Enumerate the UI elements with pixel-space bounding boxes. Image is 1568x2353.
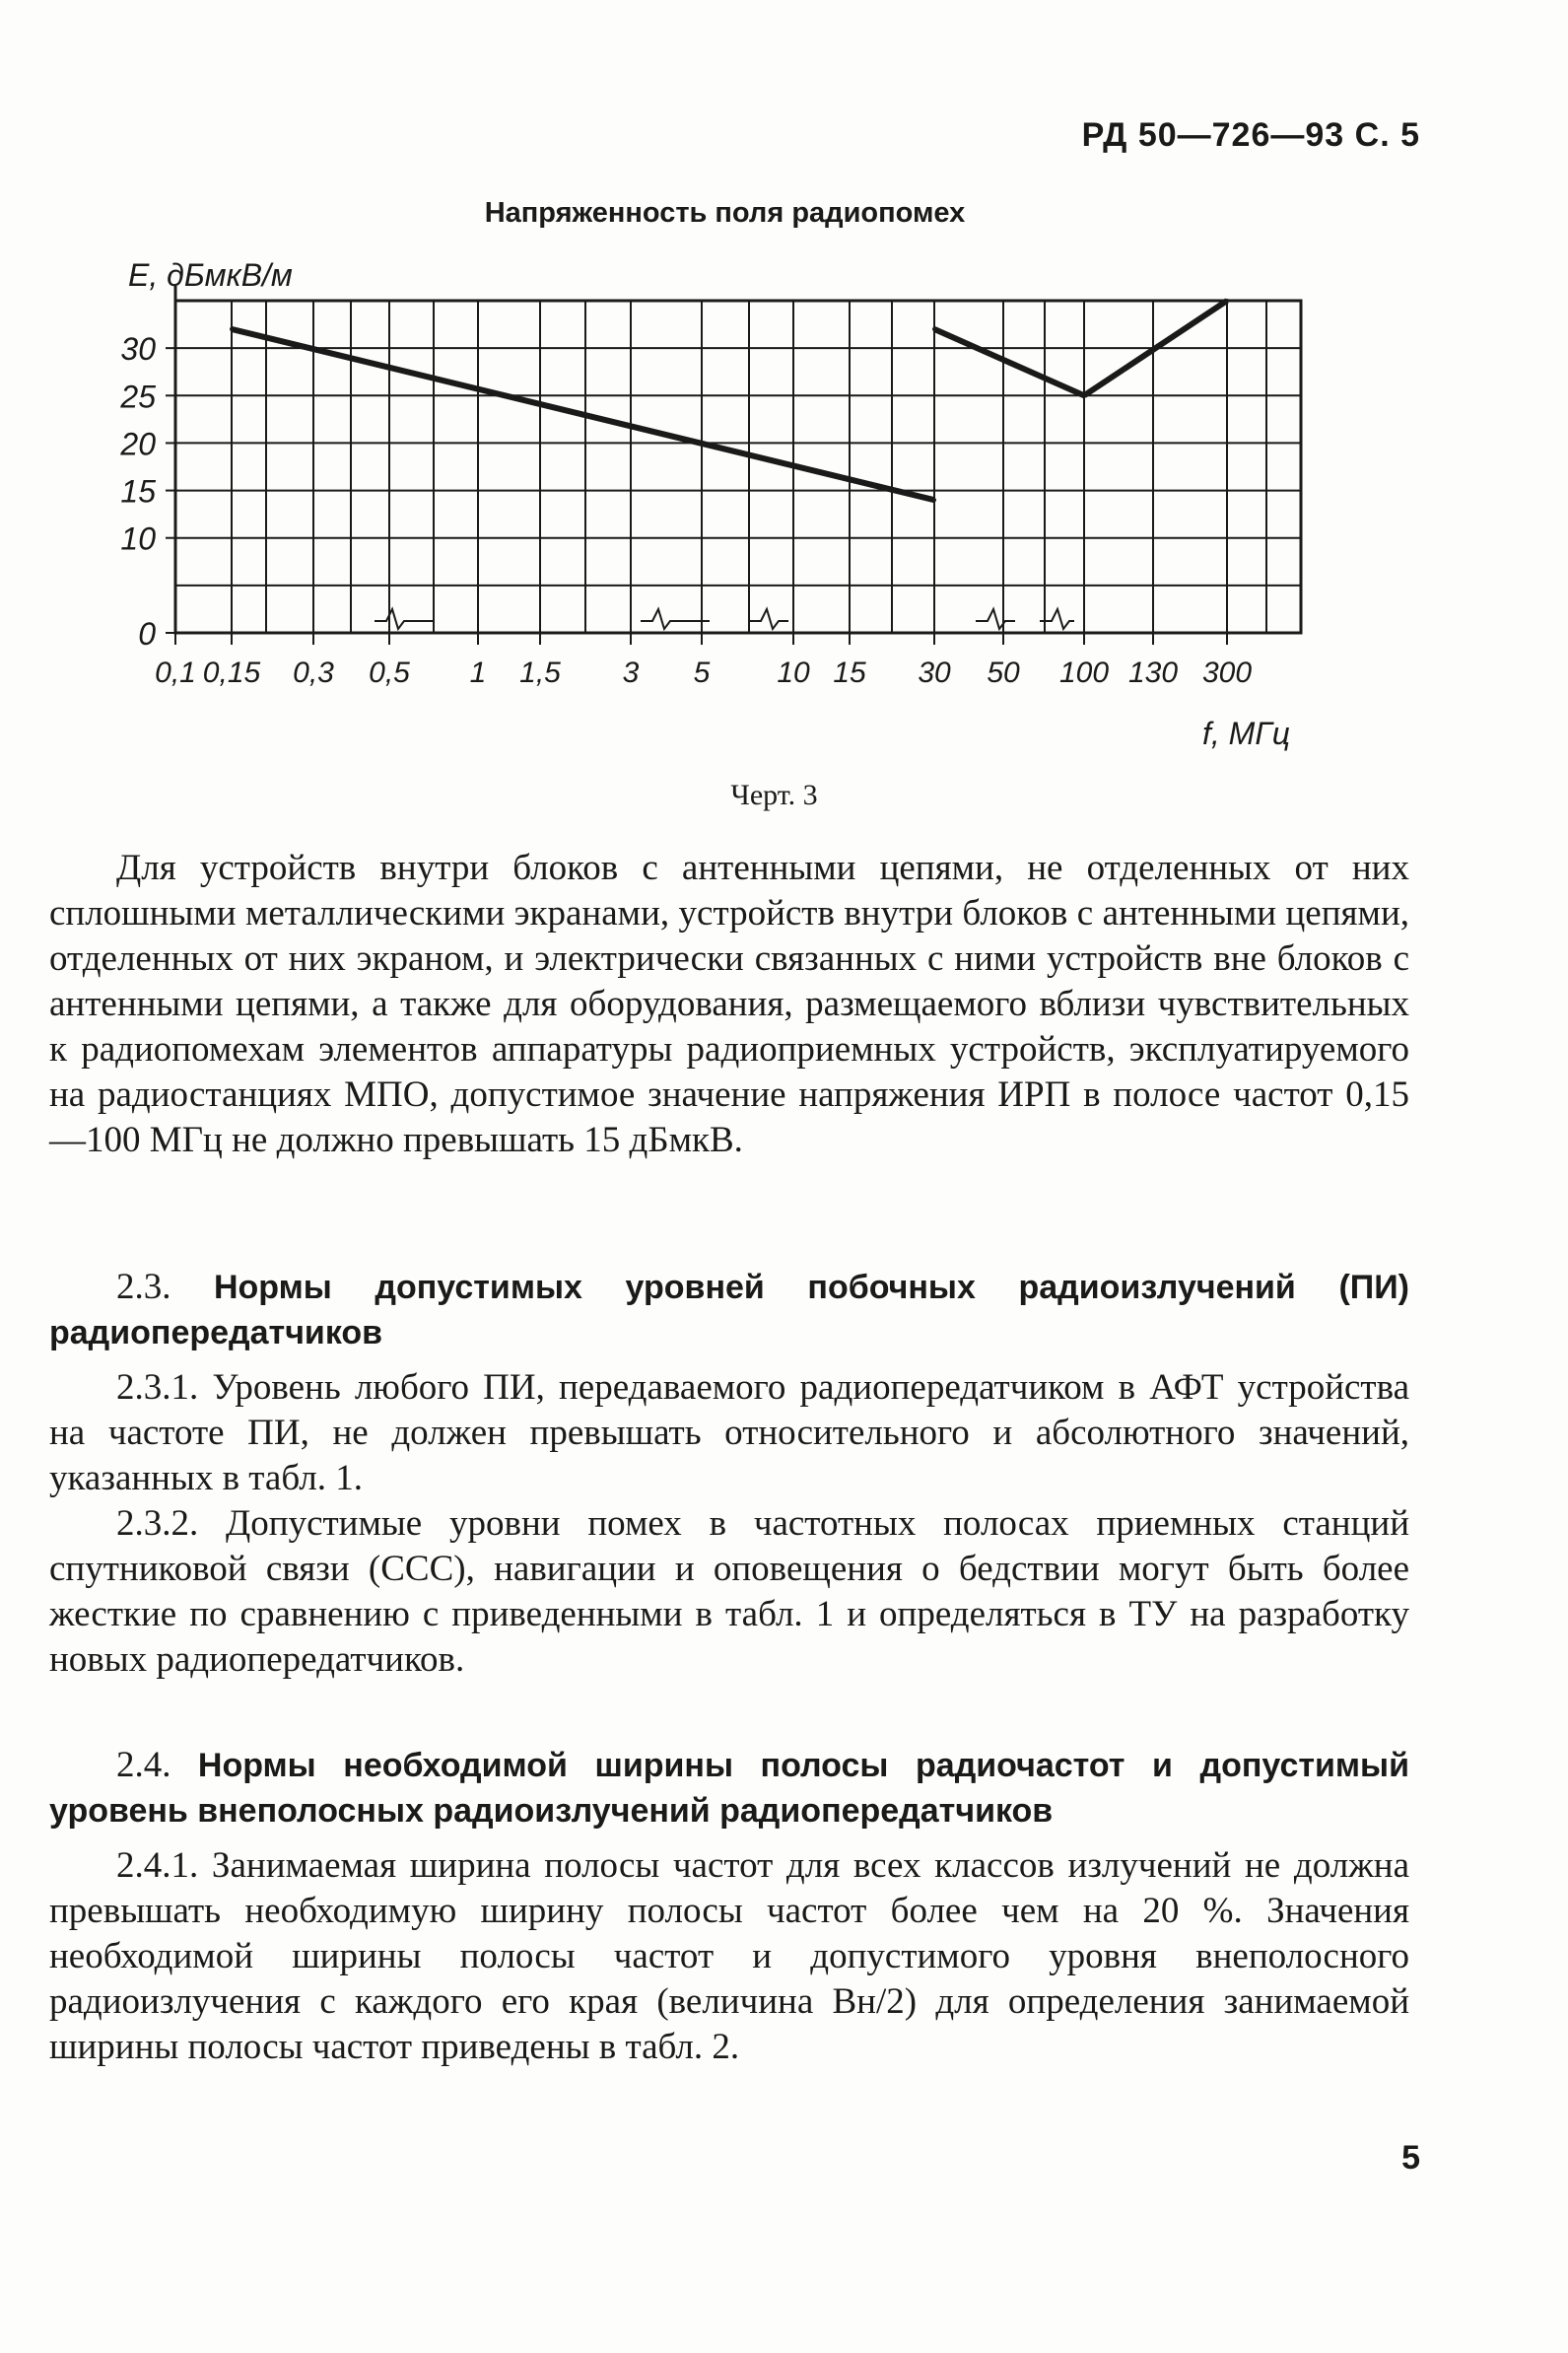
y-tick-label: 15	[120, 473, 156, 510]
x-tick-label: 50	[987, 657, 1020, 689]
x-tick-label: 1	[469, 657, 487, 689]
x-tick-label: 10	[777, 657, 810, 689]
series-point	[932, 327, 936, 331]
y-axis-label: E, дБмкВ/м	[128, 257, 293, 293]
x-tick-label: 3	[622, 657, 640, 689]
series-point	[1082, 393, 1086, 397]
y-tick-label: 20	[120, 426, 156, 462]
chart-caption	[0, 779, 1568, 812]
heading-2-3-text: Нормы допустимых уровней побочных радиоизлучений (ПИ) радиопередатчиков	[49, 1269, 1409, 1351]
body-text-top	[49, 846, 1409, 1163]
heading-2-4-text: Нормы необходимой ширины полосы радиочастот и допустимый уровень внеполосных радиоизлучений радиопередатчиков	[49, 1747, 1409, 1830]
series-point	[230, 327, 234, 331]
series-line	[232, 329, 934, 500]
x-tick-label: 0,15	[202, 657, 261, 689]
x-tick-label: 5	[693, 657, 711, 689]
x-tick-label: 0,3	[293, 657, 334, 689]
axis-break	[375, 609, 434, 629]
x-tick-label: 0,5	[369, 657, 410, 689]
section-2-4	[49, 1743, 1409, 2070]
heading-2-3-number: 2.3.	[116, 1267, 171, 1307]
x-tick-label: 1,5	[519, 657, 561, 689]
field-strength-chart	[0, 0, 1568, 769]
x-tick-label: 130	[1127, 657, 1179, 689]
x-tick-label: 15	[833, 657, 866, 689]
paragraph-2-4-1: 2.4.1. Занимаемая ширина полосы частот для всех классов излучений не должна превышать необходимую ширину полосы частот более чем на 20 %. Значения необходимой ширины полосы частот и допустимого уровня внеполосного радиоизлучения с каждого его края (величина Вн/2) для определения занимаемой ширины полосы частот приведены в табл. 2.	[49, 1845, 1409, 2067]
chart-grid	[175, 286, 1301, 633]
y-tick-label: 10	[120, 520, 156, 557]
x-tick-label: 100	[1058, 657, 1110, 689]
page-number: 5	[1401, 2139, 1420, 2177]
chart-series	[230, 299, 1229, 502]
heading-2-3	[49, 1265, 1409, 1355]
plot-frame	[175, 301, 1301, 633]
y-tick-label: 25	[120, 379, 156, 415]
x-tick-label: 30	[918, 657, 951, 689]
series-line	[934, 329, 1084, 395]
document-header: РД 50—726—93 С. 5	[1081, 116, 1420, 154]
axis-break	[641, 609, 710, 629]
series-point	[932, 498, 936, 502]
paragraph-1: Для устройств внутри блоков с антенными цепями, не отделенных от них сплошными металлическими экранами, устройств внутри блоков с антенными цепями, отделенных от них экраном, и электрически связанных с ними устройств вне блоков с антенными цепями, а также для оборудования, размещаемого вблизи чувствительных к радиопомехам элементов аппаратуры радиоприемных устройств, эксплуатируемого на радиостанциях МПО, допустимое значение напряжения ИРП в полосе частот 0,15—100 МГц не должно превышать 15 дБмкВ.	[49, 848, 1409, 1160]
axis-break	[976, 609, 1015, 629]
x-axis-label: f, МГц	[1202, 716, 1291, 751]
heading-2-4-number: 2.4.	[116, 1745, 171, 1785]
x-tick-label: 0,1	[155, 657, 196, 689]
section-2-3	[49, 1265, 1409, 1683]
series-point	[1225, 299, 1229, 303]
chart-caption-text: Черт. 3	[730, 779, 818, 811]
chart-title-text: Напряженность поля радиопомех	[484, 197, 966, 229]
axis-break	[749, 609, 788, 629]
paragraph-2-3-1: 2.3.1. Уровень любого ПИ, передаваемого радиопередатчиком в АФТ устройства на частоте ПИ, не должен превышать относительного и абсолютного значений, указанных в табл. 1.	[49, 1367, 1409, 1498]
y-tick-label: 30	[120, 331, 156, 368]
heading-2-4	[49, 1743, 1409, 1834]
chart-ticks	[119, 331, 1252, 689]
x-tick-label: 300	[1201, 657, 1253, 689]
y-tick-label: 0	[138, 616, 156, 652]
paragraph-2-3-2: 2.3.2. Допустимые уровни помех в частотных полосах приемных станций спутниковой связи (ССС), навигации и оповещения о бедствии могут быть более жесткие по сравнению с приведенными в табл. 1 и определяться в ТУ на разработку новых радиопередатчиков.	[49, 1503, 1409, 1680]
